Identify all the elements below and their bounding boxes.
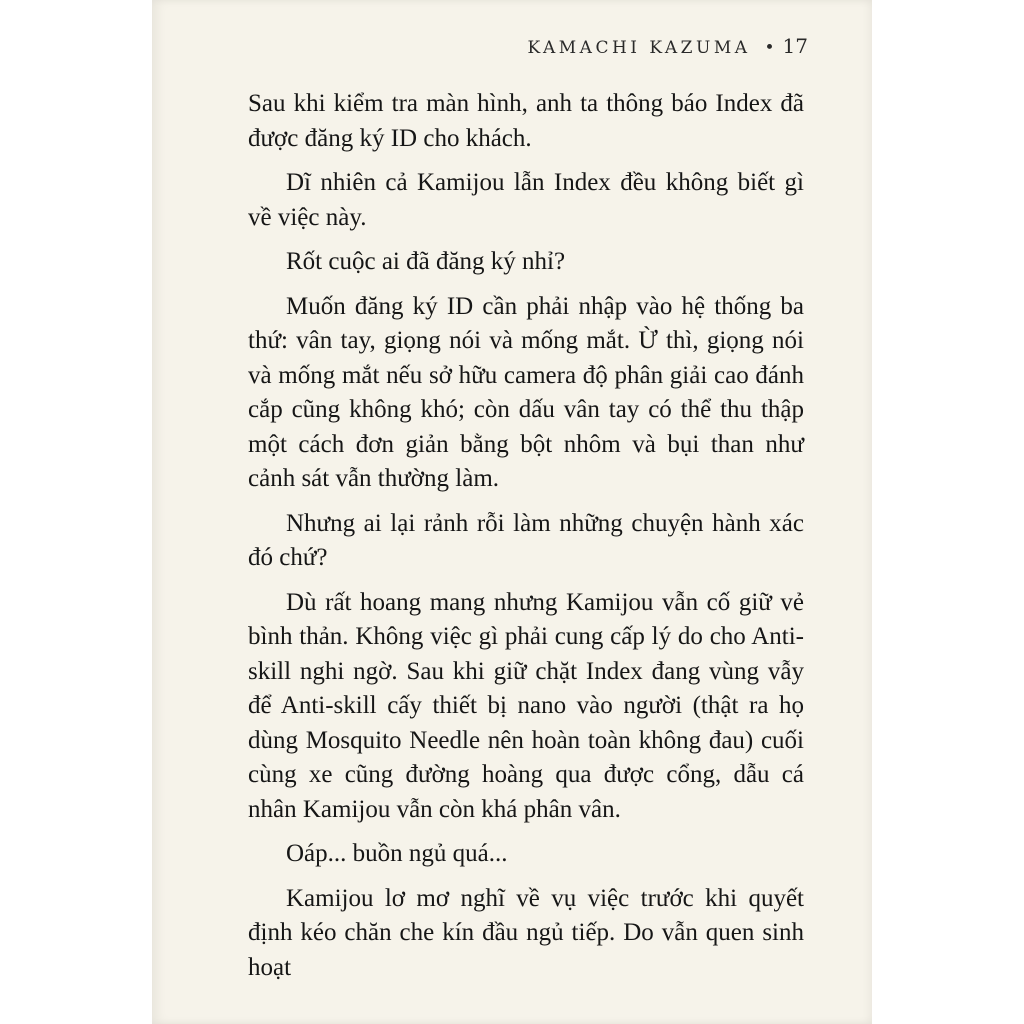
header-bullet: • [764,38,775,58]
paragraph: Oáp... buồn ngủ quá... [286,840,508,867]
paragraph: Nhưng ai lại rảnh rỗi làm những chuyện hành xác đó chứ? [248,509,804,571]
paragraph: Muốn đăng ký ID cần phải nhập vào hệ thống ba thứ: vân tay, giọng nói và mống mắt. Ừ thì, giọng nói và mống mắt nếu sở hữu camera độ phân giải cao đánh cắp cũng không khó; còn dấu vân tay có thể thu thập một cách đơn giản bằng bột nhôm và bụi than như cảnh sát vẫn thường làm. [248,292,804,492]
page-number: 17 [782,34,808,58]
paragraph: Kamijou lơ mơ nghĩ về vụ việc trước khi quyết định kéo chăn che kín đầu ngủ tiếp. Do vẫn quen sinh hoạt [248,884,804,981]
paragraph: Rốt cuộc ai đã đăng ký nhỉ? [286,248,566,275]
running-header [527,34,808,58]
paragraph: Sau khi kiểm tra màn hình, anh ta thông báo Index đã được đăng ký ID cho khách. [248,90,804,152]
page-body [248,87,804,995]
paragraph: Dù rất hoang mang nhưng Kamijou vẫn cố giữ vẻ bình thản. Không việc gì phải cung cấp lý do cho Anti-skill nghi ngờ. Sau khi giữ chặt Index đang vùng vẫy để Anti-skill cấy thiết bị nano vào người (thật ra họ dùng Mosquito Needle nên hoàn toàn không đau) cuối cùng xe cũng đường hoàng qua được cổng, dẫu cá nhân Kamijou vẫn còn khá phân vân. [248,588,804,823]
paragraph: Dĩ nhiên cả Kamijou lẫn Index đều không biết gì về việc này. [248,169,804,231]
running-title: KAMACHI KAZUMA [527,38,751,58]
book-page [152,0,872,1024]
